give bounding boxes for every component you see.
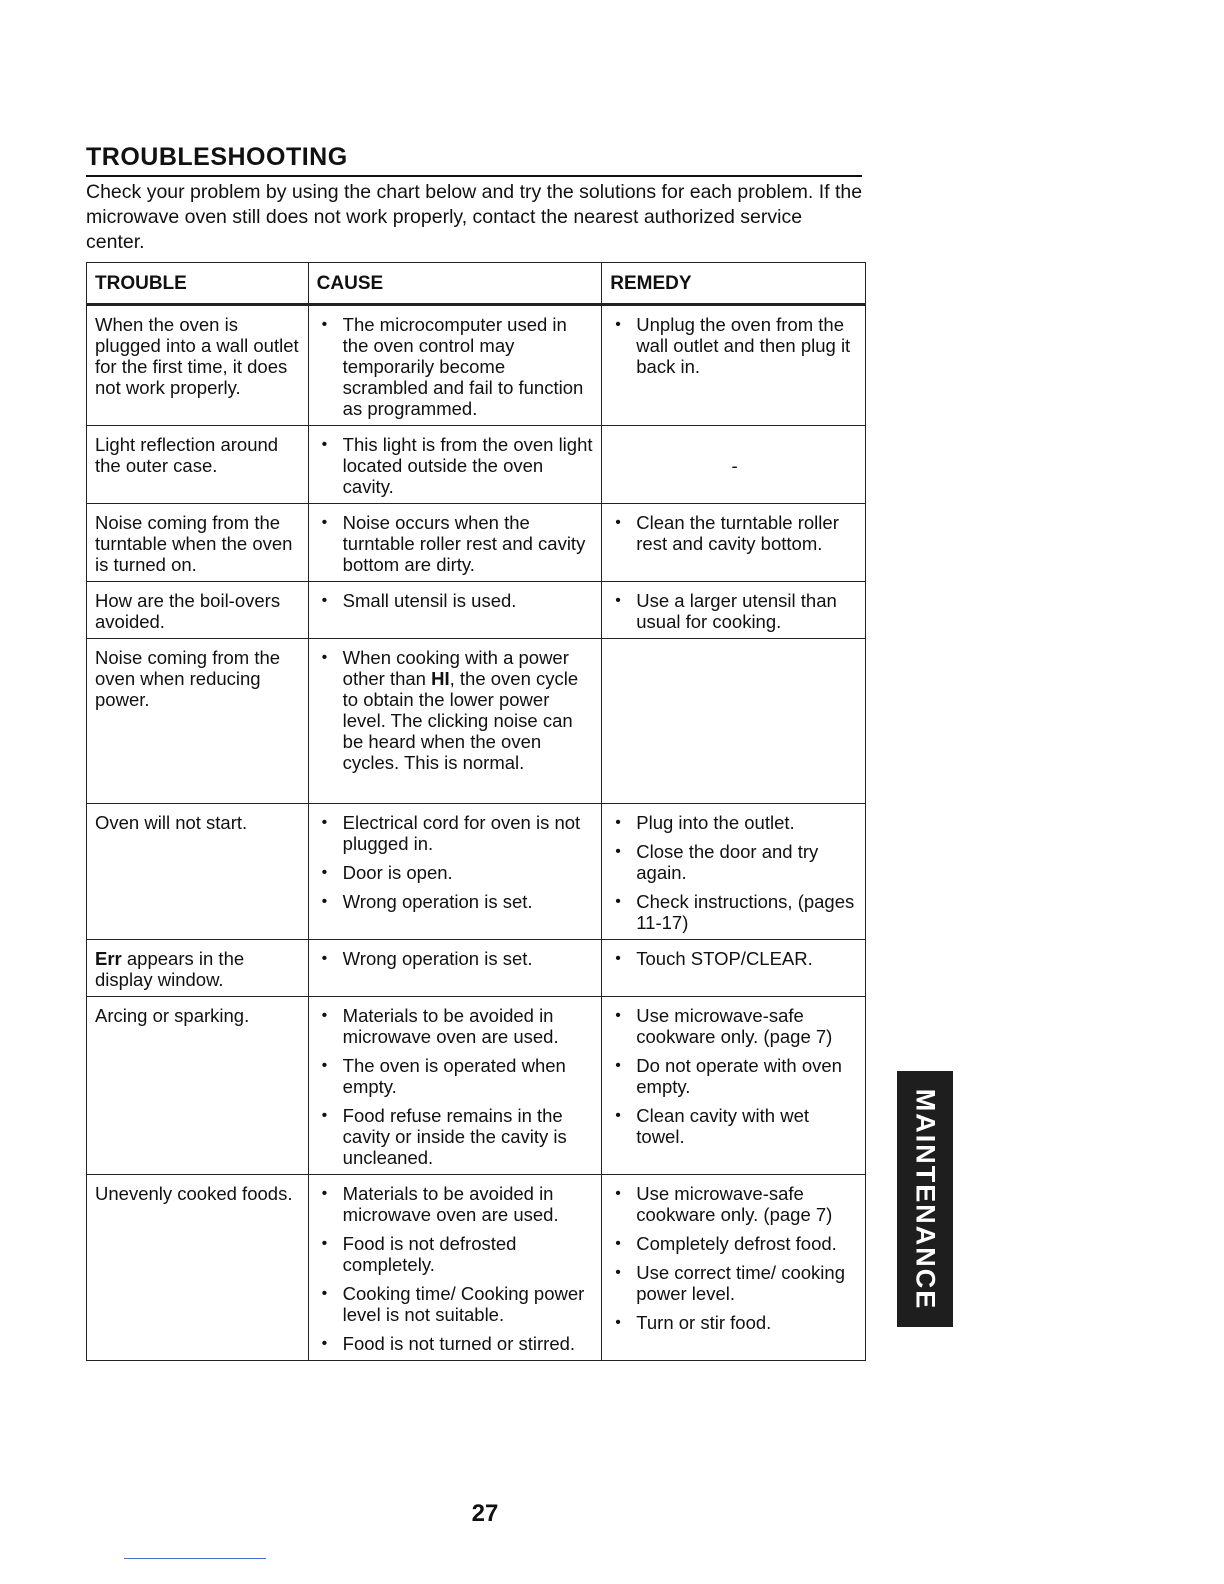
table-row [87,1175,866,1361]
remedy-cell [602,940,866,997]
cause-cell [308,804,602,940]
header-cause: CAUSE [308,263,602,305]
trouble-cell: Unevenly cooked foods. [87,1175,309,1361]
cause-item: • The oven is operated when empty. [317,1055,596,1097]
remedy-item: • Use a larger utensil than usual for cooking. [610,590,859,632]
trouble-cell: Arcing or sparking. [87,997,309,1175]
section-tab-label: MAINTENANCE [910,1088,941,1310]
table-row [87,504,866,582]
remedy-item: • Close the door and try again. [610,841,859,883]
remedy-cell [602,504,866,582]
remedy-item: • Turn or stir food. [610,1312,859,1333]
remedy-cell [602,305,866,426]
cause-item: • The microcomputer used in the oven control may temporarily become scrambled and fail to function as programmed. [317,314,596,419]
trouble-text: appears in the display window. [95,948,245,990]
remedy-item: • Plug into the outlet. [610,812,859,833]
table-row [87,305,866,426]
remedy-dash: - [731,455,738,476]
table-row [87,639,866,804]
cause-cell [308,940,602,997]
trouble-cell: Light reflection around the outer case. [87,426,309,504]
remedy-item: • Clean the turntable roller rest and cavity bottom. [610,512,859,554]
remedy-item: • Unplug the oven from the wall outlet and then plug it back in. [610,314,859,377]
section-tab [897,1071,953,1327]
remedy-item: • Completely defrost food. [610,1233,859,1254]
troubleshooting-table [86,262,866,1361]
remedy-cell [602,1175,866,1361]
cause-cell [308,305,602,426]
trouble-cell: Noise coming from the turntable when the oven is turned on. [87,504,309,582]
table-row [87,940,866,997]
remedy-item: • Touch STOP/CLEAR. [610,948,859,969]
cause-cell [308,997,602,1175]
table-header-row [87,263,866,305]
cause-cell [308,639,602,804]
cause-item: • This light is from the oven light located outside the oven cavity. [317,434,596,497]
cause-item: • Food is not defrosted completely. [317,1233,596,1275]
table-row [87,582,866,639]
cause-cell [308,1175,602,1361]
cause-text: , the oven cycle to obtain the lower power level. The clicking noise can be heard when the oven cycles. This is normal. [342,668,579,773]
remedy-item: • Do not operate with oven empty. [610,1055,859,1097]
cause-item: • Electrical cord for oven is not plugged in. [317,812,596,854]
remedy-item: • Clean cavity with wet towel. [610,1105,859,1147]
cause-cell [308,426,602,504]
cause-item: • Cooking time/ Cooking power level is not suitable. [317,1283,596,1325]
cause-item: • Door is open. [317,862,596,883]
header-remedy: REMEDY [602,263,866,305]
cause-cell [308,504,602,582]
cause-item: • Materials to be avoided in microwave oven are used. [317,1183,596,1225]
trouble-cell: How are the boil-overs avoided. [87,582,309,639]
table-row [87,997,866,1175]
remedy-item: • Use microwave-safe cookware only. (page 7) [610,1183,859,1225]
cause-cell [308,582,602,639]
cause-item: • Noise occurs when the turntable roller rest and cavity bottom are dirty. [317,512,596,575]
header-trouble: TROUBLE [87,263,309,305]
cause-item: • Wrong operation is set. [317,891,596,912]
trouble-cell: When the oven is plugged into a wall outlet for the first time, it does not work properly. [87,305,309,426]
trouble-cell [87,940,309,997]
cause-item: • Food is not turned or stirred. [317,1333,596,1354]
intro-paragraph: Check your problem by using the chart below and try the solutions for each problem. If the microwave oven still does not work properly, contact the nearest authorized service center. [86,181,863,253]
cause-item: • Small utensil is used. [317,590,596,611]
trouble-cell: Noise coming from the oven when reducing power. [87,639,309,804]
cause-item: • Materials to be avoided in microwave oven are used. [317,1005,596,1047]
err-code: Err [95,948,122,969]
remedy-cell [602,639,866,804]
remedy-cell [602,582,866,639]
power-hi-label: HI [431,668,450,689]
page-number: 27 [471,1500,499,1527]
remedy-item: • Use microwave-safe cookware only. (page 7) [610,1005,859,1047]
cause-item [317,647,596,773]
remedy-cell [602,804,866,940]
footer-rule [124,1558,266,1559]
cause-text: When cooking with a power other than [342,647,569,689]
remedy-cell [602,426,866,504]
cause-item: • Food refuse remains in the cavity or inside the cavity is uncleaned. [317,1105,596,1168]
remedy-cell [602,997,866,1175]
remedy-item: • Check instructions, (pages 11-17) [610,891,859,933]
table-row [87,804,866,940]
remedy-item: • Use correct time/ cooking power level. [610,1262,859,1304]
table-row [87,426,866,504]
cause-item: • Wrong operation is set. [317,948,596,969]
page-title: TROUBLESHOOTING [86,143,862,177]
trouble-cell: Oven will not start. [87,804,309,940]
